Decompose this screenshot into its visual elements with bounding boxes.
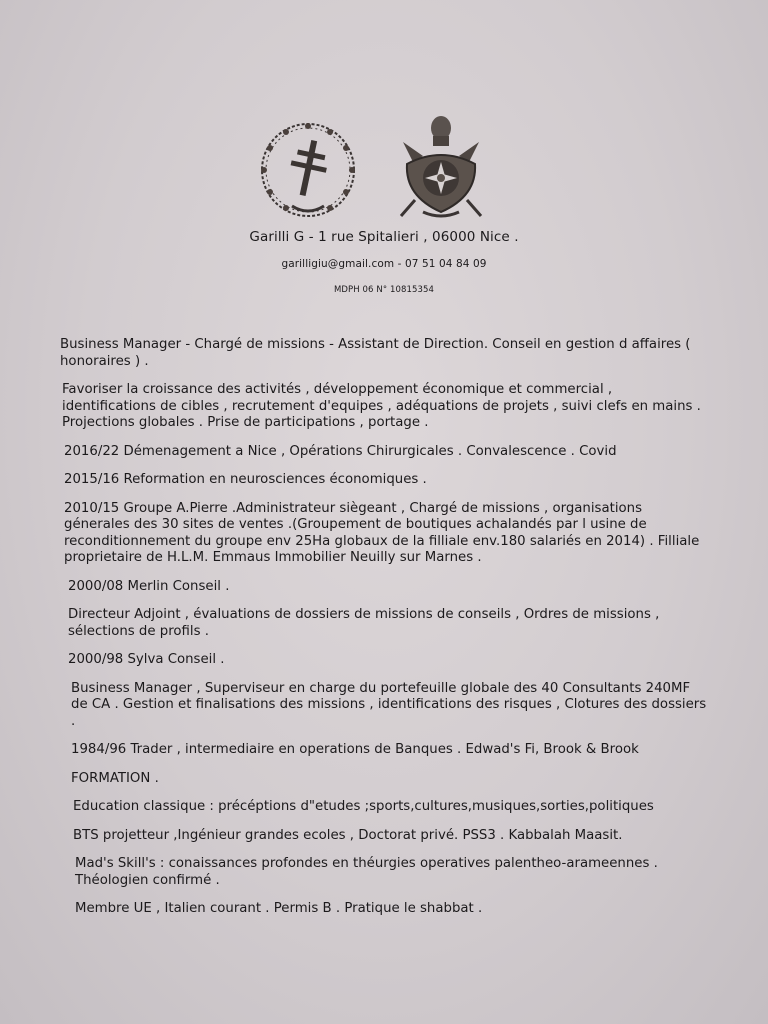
experience-1984: 1984/96 Trader , intermediaire en operations de Banques . Edwad's Fi, Brook & Brook bbox=[71, 742, 639, 757]
degrees-line: BTS projetteur ,Ingénieur grandes ecoles , Doctorat privé. PSS3 . Kabbalah Maasit. bbox=[73, 827, 623, 843]
name-address: Garilli G - 1 rue Spitalieri , 06000 Nice . bbox=[249, 229, 519, 245]
summary-paragraph: Business Manager - Chargé de missions - Assistant de Direction. Conseil en gestion d affaires ( honoraires ) . bbox=[60, 337, 691, 369]
header-logos bbox=[0, 112, 768, 220]
contact-info: garilligiu@gmail.com - 07 51 04 84 09 bbox=[281, 258, 487, 270]
experience-2000-merlin: 2000/08 Merlin Conseil . bbox=[68, 578, 230, 594]
heraldic-crest-emblem bbox=[393, 112, 489, 220]
objectives-paragraph: Favoriser la croissance des activités , développement économique et commercial , identifications de cibles , recrutement d'equipes , adéquations de projets , suivi clefs en mains . Projections globales . Prise de participations , portage . bbox=[62, 382, 701, 430]
education-line: Education classique : précéptions d"etudes ;sports,cultures,musiques,sorties,politiques bbox=[73, 799, 654, 814]
experience-2016: 2016/22 Démenagement a Nice , Opérations Chirurgicales . Convalescence . Covid bbox=[64, 443, 617, 459]
mdph-number: MDPH 06 N° 10815354 bbox=[333, 285, 435, 295]
experience-2010: 2010/15 Groupe A.Pierre .Administrateur siègeant , Chargé de missions , organisations génerales des 30 sites de ventes .(Groupement de boutiques achalandés par l usine de reconditionnement du groupe env 25Ha globaux de la filliale env.180 salariés en 2014) . Filliale proprietaire de H.L.M. Emmaus Immobilier Neuilly sur Marnes . bbox=[64, 500, 700, 565]
experience-2015: 2015/16 Reformation en neurosciences économiques . bbox=[64, 472, 427, 487]
cv-body bbox=[60, 337, 710, 918]
misc-line: Membre UE , Italien courant . Permis B . Pratique le shabbat . bbox=[75, 901, 483, 916]
wreath-cross-emblem bbox=[256, 118, 360, 222]
formation-heading: FORMATION . bbox=[71, 770, 159, 786]
sylva-role: Business Manager , Superviseur en charge du portefeuille globale des 40 Consultants 240MF de CA . Gestion et finalisations des missions , identifications des risques , Clotures des dossiers . bbox=[71, 680, 707, 729]
merlin-role: Directeur Adjoint , évaluations de dossiers de missions de conseils , Ordres de missions , sélections de profils . bbox=[68, 607, 660, 639]
skills-line: Mad's Skill's : conaissances profondes en théurgies operatives palentheo-arameennes . Théologien confirmé . bbox=[75, 856, 658, 888]
experience-2000-sylva: 2000/98 Sylva Conseil . bbox=[68, 652, 225, 667]
